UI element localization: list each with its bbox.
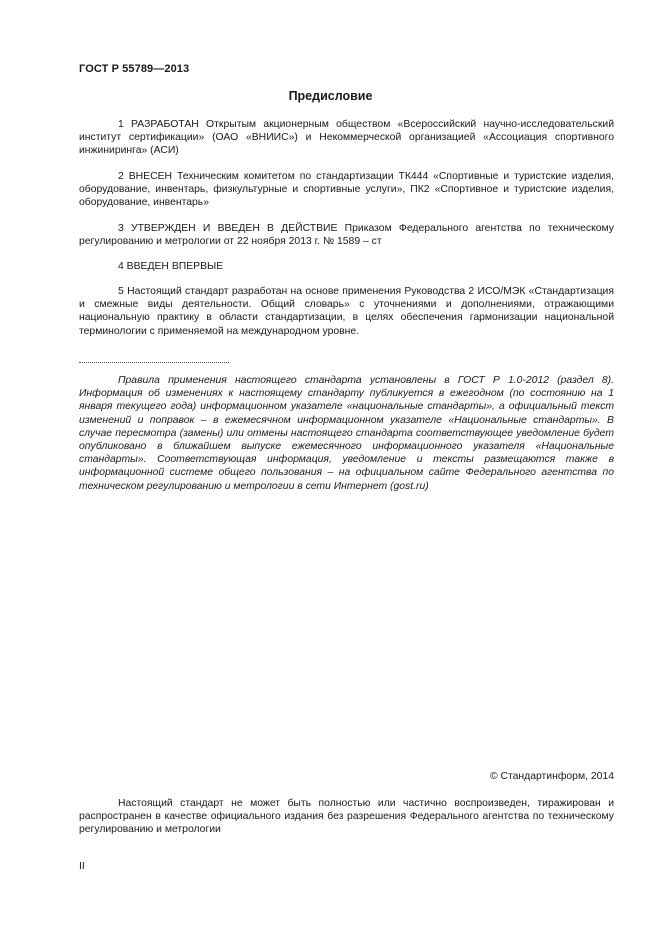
reproduction-notice: Настоящий стандарт не может быть полностью или частично воспроизведен, тиражирован и распространен в качестве официального издания без разрешения Федерального агентства по техническому регулированию и метрологии bbox=[79, 798, 614, 836]
paragraph-3: 3 УТВЕРЖДЕН И ВВЕДЕН В ДЕЙСТВИЕ Приказом Федерального агентства по техническому регулированию и метрологии от 22 ноября 2013 г. № 1589 – ст bbox=[79, 223, 614, 248]
paragraph-1: 1 РАЗРАБОТАН Открытым акционерным обществом «Всероссийский научно-исследовательский институт сертификации» (ОАО «ВНИИС») и Некоммерческой организацией «Ассоциация спортивного инжиниринга» (АСИ) bbox=[79, 119, 614, 157]
separator-line bbox=[79, 362, 229, 363]
copyright: © Стандартинформ, 2014 bbox=[489, 771, 614, 782]
paragraph-5: 5 Настоящий стандарт разработан на основе применения Руководства 2 ИСО/МЭК «Стандартизация и смежные виды деятельности. Общий словарь» с уточнениями и дополнениями, отражающими национальную практику в области стандартизации, в целях обеспечения гармонизации национальной терминологии с применяемой на международном уровне. bbox=[79, 286, 614, 337]
section-title: Предисловие bbox=[288, 89, 373, 103]
paragraph-4: 4 ВВЕДЕН ВПЕРВЫЕ bbox=[118, 261, 224, 272]
document-code: ГОСТ Р 55789—2013 bbox=[79, 63, 190, 75]
paragraph-2: 2 ВНЕСЕН Техническим комитетом по стандартизации ТК444 «Спортивные и туристские изделия, оборудование, инвентарь, физкультурные и спортивные услуги», ПК2 «Спортивное и туристские изделия, оборудование, инвентарь» bbox=[79, 171, 614, 209]
page-number: II bbox=[79, 861, 85, 872]
application-notice: Правила применения настоящего стандарта установлены в ГОСТ Р 1.0-2012 (раздел 8). Информация об изменениях к настоящему стандарту публикуется в ежегодном (по состоянию на 1 января текущего года) информационном указателе «национальные стандарты», а официальный текст изменений и поправок – в ежемесячном информационном указателе «Национальные стандарты». В случае пересмотра (замены) или отмены настоящего стандарта соответствующее уведомление будет опубликовано в ближайшем выпуске ежемесячного информационного указателя «Национальные стандарты». Соответствующая информация, уведомление и тексты размещаются также в информационной системе общего пользования – на официальном сайте Федерального агентства по техническом регулированию и метрологии в сети Интернет (gost.ru) bbox=[79, 375, 614, 492]
